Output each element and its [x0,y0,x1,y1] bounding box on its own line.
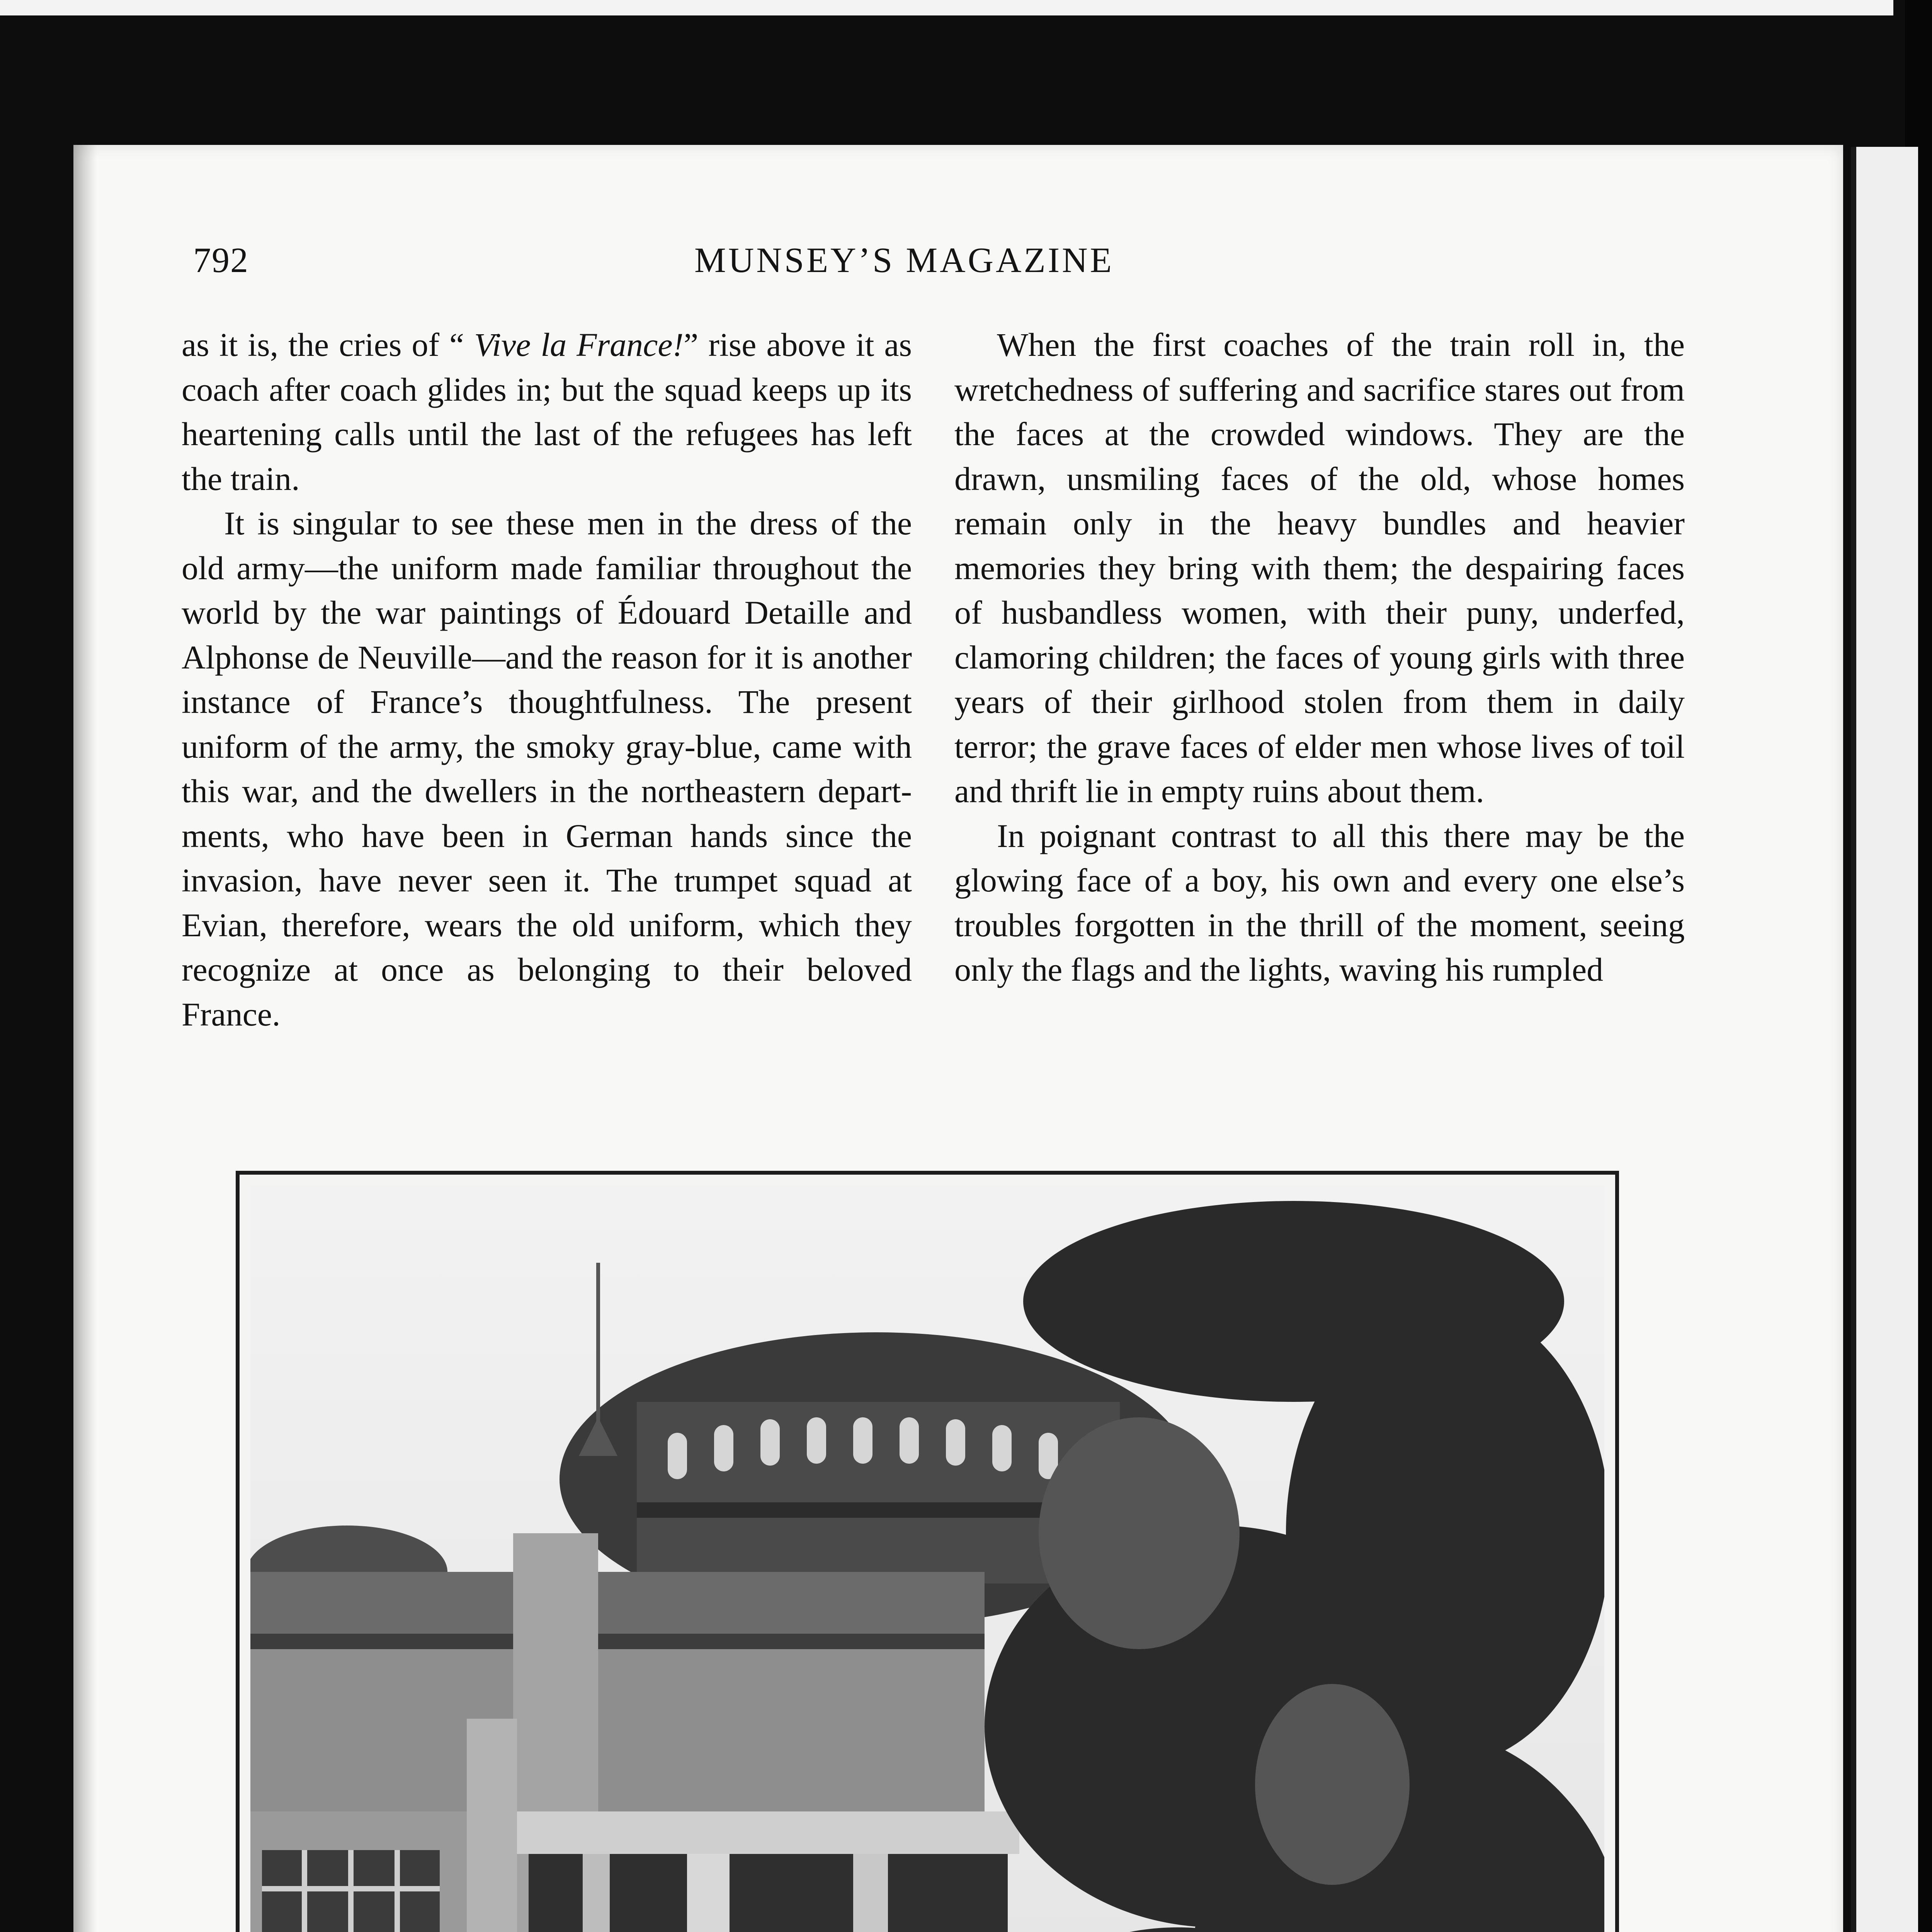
paragraph: When the first coaches of the train roll in, the wretchedness of suffering and sacrifice stares out from the faces at the crowded windows. They are the drawn, unsmiling faces of the old, whose homes remain only in the heavy bundles and heavier memories they bring with them; the despairing faces of husbandless women, with their puny, underfed, clamoring children; the faces of young girls with three years of their girlhood stolen from them in daily terror; the grave faces of elder men whose lives of toil and thrift lie in empty ruins about them. [954,326,1685,810]
paragraph: In poignant contrast to all this there may be the glowing face of a boy, his own and every one else’s troubles forgotten in the thrill of the moment, seeing only the flags and the lights, waving his rumpled [954,817,1685,988]
text-column-right [954,323,1685,992]
italic-quote: Vive la France! [474,326,684,363]
text-run: ” rise above it as coach after coach glides in; but the squad keeps up its heartening calls until the last of the refugees has left the train. [182,326,912,497]
casino-illustration [250,1185,1604,1932]
paragraph [182,323,912,501]
scan-border-top [0,0,1893,15]
adjacent-page-edge [1851,147,1918,1932]
page-number: 792 [193,240,249,280]
photo-frame [236,1171,1619,1932]
casino-photograph [250,1185,1604,1932]
paragraph: It is singular to see these men in the dress of the old army—the uniform made familiar throughout the world by the war paintings of Édouard Detaille and Alphonse de Neuville—and the reason for it is another instance of France’s thoughtfulness. The present uniform of the army, the smoky gray-blue, came with this war, and the dwellers in the northeastern departments, who have been in German hands since the invasion, have never seen it. The trumpet squad at Evian, therefore, wears the old uniform, which they recognize at once as belonging to their beloved France. [182,505,912,1033]
text-run: as it is, the cries of “ [182,326,474,363]
page-header [116,240,1692,286]
text-column-left [182,323,912,1037]
page-gutter-shadow [73,145,97,1932]
running-head: MUNSEY’S MAGAZINE [694,240,1114,280]
